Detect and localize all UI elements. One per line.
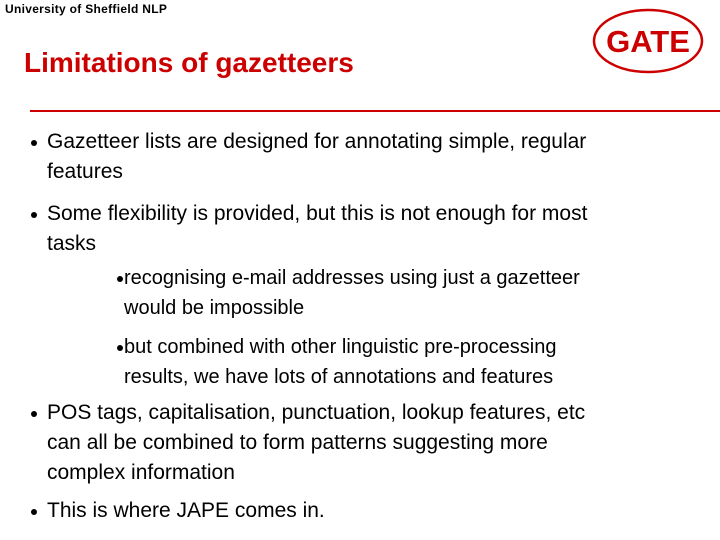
bullet-text-line: would be impossible xyxy=(124,297,305,319)
bullet-dot-icon xyxy=(31,411,37,417)
bullet-item xyxy=(124,332,556,392)
bullet-dot-icon xyxy=(117,345,123,351)
bullet-dot-icon xyxy=(31,212,37,218)
bullet-item xyxy=(47,496,325,526)
bullet-text-line: complex information xyxy=(47,461,235,484)
bullet-text-line: features xyxy=(47,160,123,183)
bullet-text-line: recognising e-mail addresses using just a gazetteer xyxy=(124,267,580,289)
bullet-dot-icon xyxy=(117,276,123,282)
university-header: University of Sheffield NLP xyxy=(5,2,168,16)
bullet-text-line: Some flexibility is provided, but this is not enough for most xyxy=(47,202,588,225)
logo-text: GATE xyxy=(606,24,690,59)
bullet-item xyxy=(47,127,586,187)
bullet-text-line: This is where JAPE comes in. xyxy=(47,499,325,522)
bullet-text-line: but combined with other linguistic pre-processing xyxy=(124,336,557,358)
bullet-dot-icon xyxy=(31,509,37,515)
page-title: Limitations of gazetteers xyxy=(24,47,354,78)
bullet-item xyxy=(124,263,580,323)
bullet-text-line: tasks xyxy=(47,232,97,255)
bullet-text-line: results, we have lots of annotations and features xyxy=(124,366,554,388)
bullet-text-line: can all be combined to form patterns suggesting more xyxy=(47,431,548,454)
bullet-item xyxy=(47,398,585,488)
bullet-dot-icon xyxy=(31,140,37,146)
bullet-text-line: Gazetteer lists are designed for annotating simple, regular xyxy=(47,130,587,153)
bullet-item xyxy=(47,199,587,259)
bullet-text-line: POS tags, capitalisation, punctuation, lookup features, etc xyxy=(47,401,586,424)
